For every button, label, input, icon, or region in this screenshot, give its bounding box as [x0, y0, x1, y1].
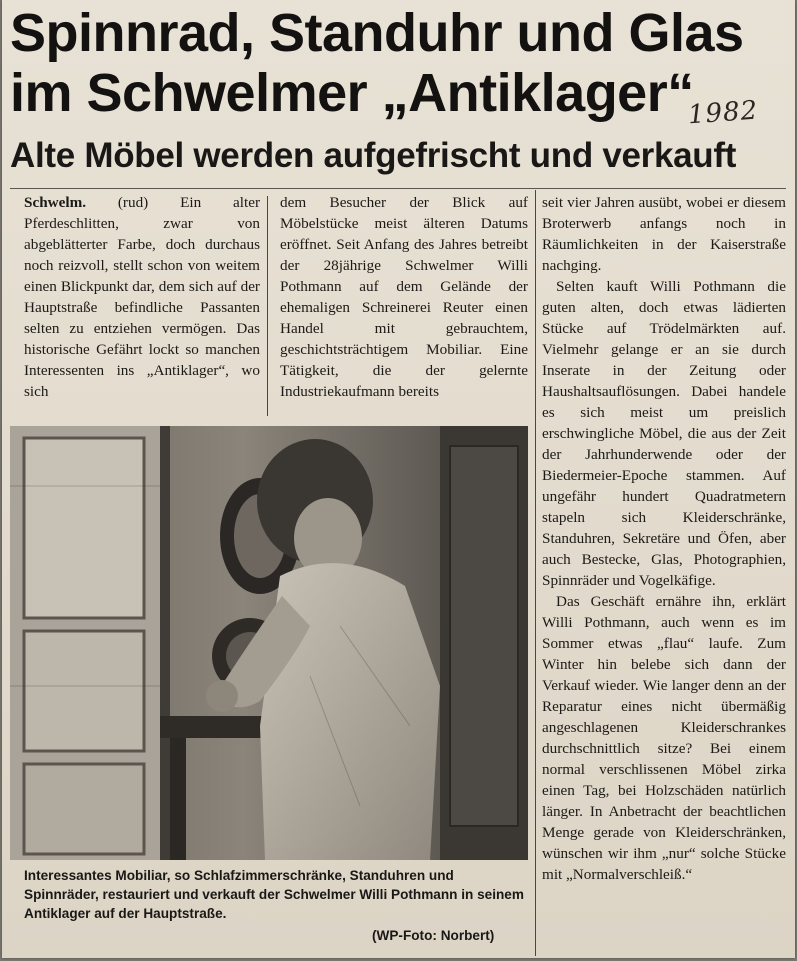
column-rule-1 — [267, 196, 268, 416]
caption-text: Interessantes Mobiliar, so Schlafzimmerschränke, Standuhren und Spinnräder, restauriert und verkauft der Schwelmer Willi Pothmann in seinem Antiklager auf der Hauptstraße. — [24, 868, 524, 921]
article-text-col1: (rud) Ein alter Pferdeschlitten, zwar von abgeblätterter Farbe, doch durchaus noch reizvoll, stellt schon von weitem einen Blickpunkt dar, dem sich auf der Hauptstraße befindliche Passanten selten zu entziehen vermögen. Das historische Gefährt lockt so manchen Interessenten ins „Antiklager“, wo sich — [24, 194, 261, 400]
photo-caption — [24, 866, 530, 923]
dateline: Schwelm. — [24, 194, 87, 211]
article-paragraph: Das Geschäft ernähre ihn, erklärt Willi Pothmann, auch wenn es im Sommer etwas „flau“ laufe. Zum Winter hin belebe sich dann der Verkauf wieder. Wie langer denn an der Reparatur eines nicht übermäßig angeschlagenen Kleiderschrankes durchschnittlich sitze? Bei einem normal verschlissenen Möbel zirka einen Tag, bei Holzschäden natürlich länger. In Anbetracht der beachtlichen Menge gerade von Kleiderschränken, wünschen wir ihm „nur“ solche Stücke mit „Normalverschleiß.“ — [542, 593, 786, 883]
article-paragraph: seit vier Jahren ausübt, wobei er diesem Broterwerb anfangs noch in Räumlichkeiten in der Kaiserstraße nachging. — [542, 194, 786, 274]
header-rule — [10, 188, 786, 189]
photo-credit: (WP-Foto: Norbert) — [372, 928, 495, 943]
subheadline: Alte Möbel werden aufgefrischt und verkauft — [10, 136, 737, 175]
newspaper-clipping — [2, 0, 795, 958]
news-photo — [10, 426, 528, 860]
column-rule-2 — [535, 190, 536, 956]
article-text-col2: dem Besucher der Blick auf Möbelstücke meist älteren Datums eröffnet. Seit Anfang des Jahres betreibt der 28jährige Schwelmer Willi Pothmann auf dem Gelände der ehemaligen Schreinerei Reuter einen Handel mit gebrauchtem, geschichtsträchtigem Mobiliar. Eine Tätigkeit, die der gelernte Industriekaufmann bereits — [280, 194, 528, 400]
article-paragraph: Selten kauft Willi Pothmann die guten alten, doch etwas lädierten Stücke auf Trödelmärkten auf. Vielmehr gelange er an sie durch Inserate in der Zeitung oder Haushaltsauflösungen. Dabei handele es sich meist um preislich erschwingliche Möbel, die aus der Zeit der Jahrhunderwende oder der Biedermeier-Epoche stammen. Auf ungefähr hundert Quadratmetern stapeln sich Kleiderschränke, Standuhren, Sekretäre und Öfen, aber auch Bestecke, Glas, Photographien, Spinnräder und Vogelkäfige. — [542, 278, 786, 589]
headline-line-1: Spinnrad, Standuhr und Glas — [10, 3, 744, 63]
article-column-3 — [542, 192, 786, 952]
article-column-1 — [24, 192, 260, 412]
article-column-2 — [280, 192, 528, 412]
headline-line-2: im Schwelmer „Antiklager“ — [10, 63, 694, 123]
handwritten-year: 1982 — [687, 95, 760, 131]
